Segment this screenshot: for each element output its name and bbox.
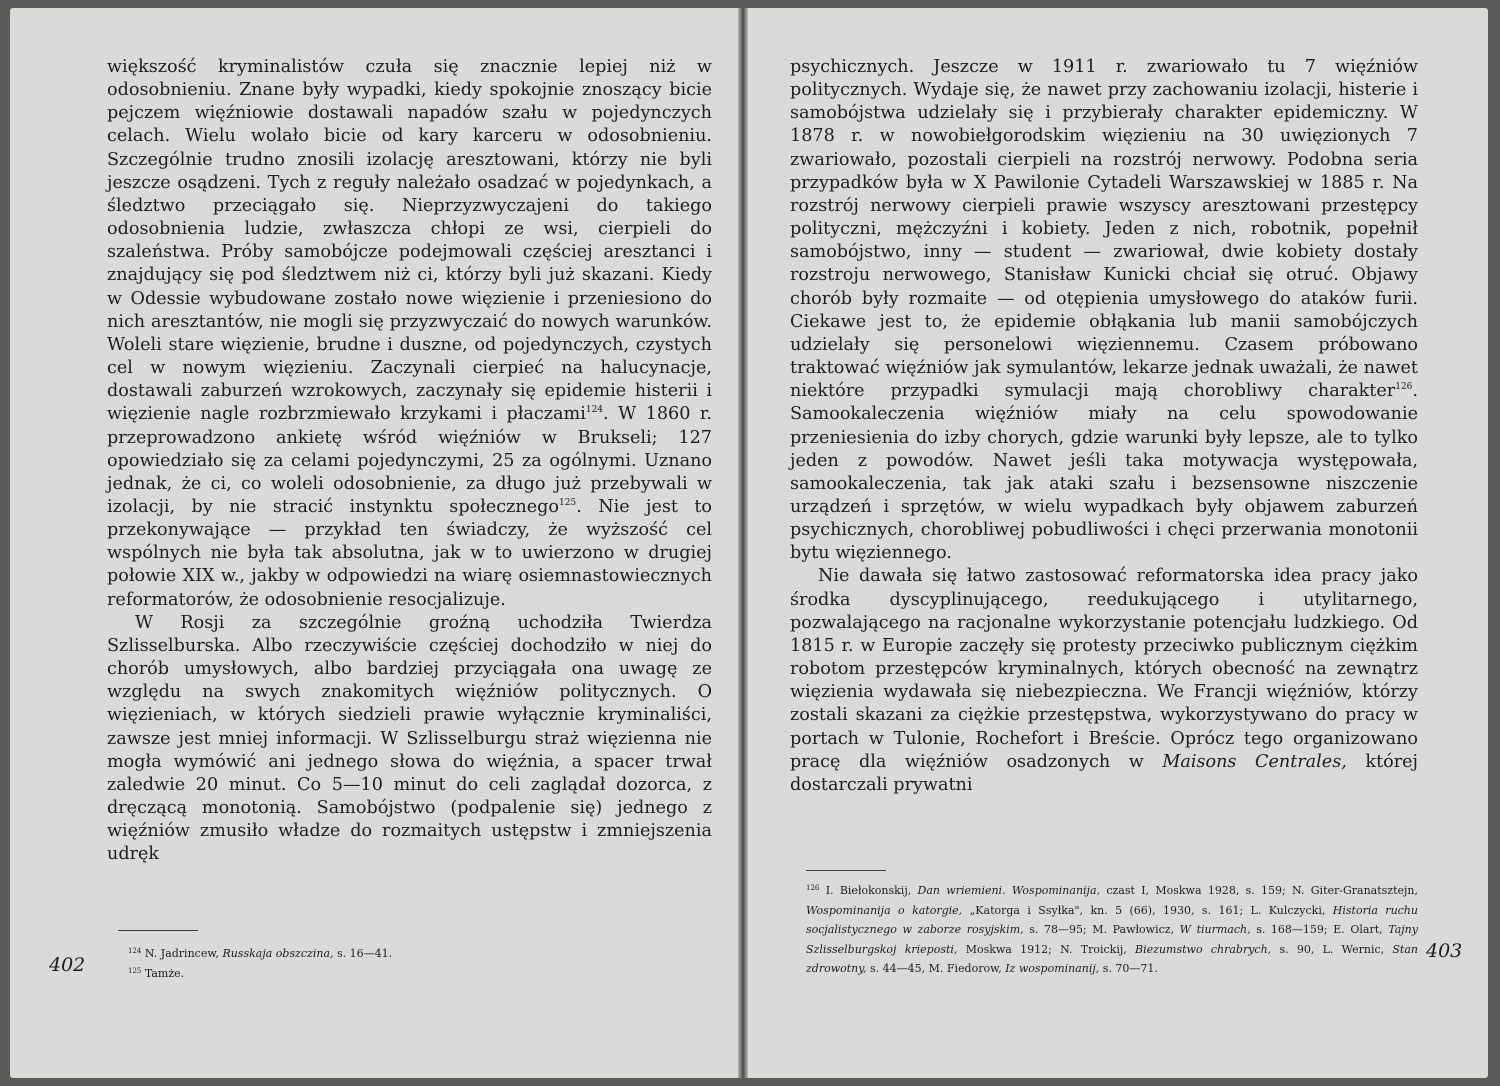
footnote-rule	[806, 870, 886, 871]
footnote-text: czast I, Moskwa 1928, s. 159; N. Giter-Granatsztejn,	[1100, 884, 1419, 897]
paragraph-text: Nie jest to przekonywające — przykład ten świadczy, że wyższość cel wspólnych nie była tak absolutna, jak w to uwierzono w drugiej połowie XIX w., jakby w odpowiedzi na wiarę osiemnastowiecznych reformatorów, że odosobnienie resocjalizuje.	[107, 496, 712, 610]
footnote-title: Stan zdrowotny,	[806, 942, 1418, 975]
paragraph: W Rosji za szczególnie groźną uchodziła Twierdza Szlisselburska. Albo rzeczywiście częściej dochodziło w niej do chorób umysłowych, albo bardziej przyciągała ona uwagę ze względu na swych znakomitych więźniów politycznych. O więzieniach, w których siedzieli prawie wyłącznie kryminaliści, zawsze jest mniej informacji. W Szlisselburgu straż więzienna nie mogła wymówić ani jednego słowa do więźnia, a spacer trwał zaledwie 20 minut. Co 5—10 minut do celi zaglądał dozorca, z dręczącą monotonią. Samobójstwo (podpalenie się) jednego z więźniów zmusiło władze do rozmaitych ustępstw i zmniejszenia udręk	[107, 612, 712, 865]
footnote-text: Moskwa 1912; N. Troickij,	[957, 942, 1136, 956]
paragraph-text: Nie dawała się łatwo zastosować reformatorska idea pracy jako środka dyscyplinującego, reedukującego i utylitarnego, pozwalającego na racjonalne wykorzystanie potencjału ludzkiego. Od 1815 r. w Europie zaczęły się protesty przeciwko publicznym ciężkim robotom przestępców kryminalnych, których obecność na zewnątrz więzienia wydawała się niebezpieczna. We Francji więźniów, którzy zostali skazani za ciężkie przestępstwa, wykorzystywano do pracy w portach w Tulonie, Rochefort i Breście. Oprócz tego organizowano pracę dla więźniów osadzonych w	[790, 566, 1418, 772]
footnote-title: Tajny Szlisselburgskoj krieposti,	[806, 923, 1418, 956]
left-page	[10, 8, 738, 1078]
footnote-text: s. 90, L. Wernic,	[1271, 942, 1393, 956]
footnote-text: I. Biełokonskij,	[825, 884, 918, 897]
footnote-number: 124	[128, 947, 142, 955]
left-footnotes	[128, 944, 628, 983]
footnote-title: Biezumstwo chrabrych,	[1135, 942, 1272, 956]
footnote	[128, 944, 628, 964]
footnote-mark: 124	[585, 405, 604, 416]
footnote-text: „Katorga i Ssyłka", kn. 5 (66), 1930, s. 161; L. Kulczycki,	[962, 903, 1333, 917]
paragraph-text: W 1860 r. przeprowadzono ankietę wśród więźniów w Brukseli; 127 opowiedziało się za celami pojedynczymi, 25 za ogólnymi. Uznano jednak, że ci, co woleli odosobnienie, za długo już przebywali w izolacji, by nie stracić instynktu społecznego	[107, 404, 712, 517]
footnote-text: s. 168—159; E. Olart,	[1250, 923, 1389, 936]
footnote-text: Tamże.	[144, 966, 185, 980]
footnote-rest: s. 16—41.	[337, 947, 393, 960]
paragraph-text: większość kryminalistów czuła się znacznie lepiej niż w odosobnieniu. Znane były wypadki, kiedy spokojnie znoszący bicie pejczem więźniowie dostawali napadów szału w pojedynczych celach. Wielu wolało bicie od kary karceru w odosobnieniu. Szczególnie trudno znosili izolację aresztowani, którzy nie byli jeszcze osądzeni. Tych z reguły należało osadzać w pojedynkach, a śledztwo przeciągało się. Nieprzyzwyczajeni do takiego odosobnienia ludzie, zwłaszcza chłopi ze wsi, cierpieli do szaleństwa. Próby samobójcze podejmowali częściej aresztanci i znajdujący się pod śledztwem niż ci, którzy byli już skazani. Kiedy w Odessie wybudowane zostało nowe więzienie i przeniesiono do nich aresztantów, nie mogli się przyzwyczaić do nowych warunków. Woleli stare więzienie, brudne i duszne, od pojedynczych, czystych cel w nowym więzieniu. Zaczynali cierpieć na halucynacje, dostawali zaburzeń wzrokowych, zaczynały się epidemie histerii i więzienie nagle rozbrzmiewało krzykami i płaczami	[107, 57, 712, 425]
paragraph	[790, 565, 1418, 797]
footnote-mark: 126	[1395, 382, 1413, 393]
right-page	[748, 8, 1488, 1078]
footnote	[128, 964, 628, 984]
paragraph: większość kryminalistów czuła się znacznie lepiej niż w odosobnieniu. Znane były wypadki, kiedy spokojnie znoszący bicie pejczem więźniowie dostawali napadów szału w pojedynczych celach. Wielu wolało bicie od kary karceru w odosobnieniu. Szczególnie trudno znosili izolację aresztowani, którzy nie byli jeszcze osądzeni. Tych z reguły należało osadzać w pojedynkach, a śledztwo przeciągało się. Nieprzyzwyczajeni do takiego odosobnienia ludzie, zwłaszcza chłopi ze wsi, cierpieli do szaleństwa. Próby samobójcze podejmowali częściej aresztanci i znajdujący się pod śledztwem niż ci, którzy byli już skazani. Kiedy w Odessie wybudowane zostało nowe więzienie i przeniesiono do nich aresztantów, nie mogli się przyzwyczaić do nowych warunków. Woleli stare więzienie, brudne i duszne, od pojedynczych, czystych cel w nowym więzieniu. Zaczynali cierpieć na halucynacje, dostawali zaburzeń wzrokowych, zaczynały się epidemie histerii i więzienie nagle rozbrzmiewało krzykami i płaczami$^{124}$. W 1860 r. przeprowadzono ankietę wśród więźniów w Brukseli; 127 opowiedziało się za celami pojedynczymi, 25 za ogólnymi. Uznano jednak, że ci, co woleli odosobnienie, za długo już przebywali w izolacji, by nie stracić instynktu społecznego$^{125}$. Nie jest to przekonywające — przykład ten świadczy, że wyższość cel wspólnych nie była tak absolutna, jak w to uwierzono w drugiej połowie XIX w., jakby w odpowiedzi na wiarę osiemnastowiecznych reformatorów, że odosobnienie resocjalizuje.	[107, 57, 712, 610]
right-body-text	[790, 56, 1418, 797]
footnote-author: N. Jadrincew,	[144, 947, 219, 960]
footnote-title: W tiurmach,	[1179, 923, 1251, 936]
footnote	[806, 881, 1418, 979]
footnote-number: 125	[128, 966, 142, 975]
left-body-text	[107, 56, 712, 866]
page-number: 403	[1426, 940, 1463, 962]
footnote-mark: 125	[559, 497, 577, 508]
footnote-title: Historia ruchu socjalistycznego w zaborze rosyjskim,	[806, 903, 1418, 936]
footnote-title: Wospominanija o katorgie,	[806, 903, 963, 917]
footnote-text: s. 70—71.	[1099, 962, 1158, 975]
footnote-text: s. 78—95; M. Pawłowicz,	[1023, 923, 1180, 936]
paragraph: psychicznych. Jeszcze w 1911 r. zwariowało tu 7 więźniów politycznych. Wydaje się, że nawet przy zachowaniu izolacji, histerie i samobójstwa udzielały się i przybierały charakter epidemiczny. W 1878 r. w nowobiełgorodskim więzieniu na 30 uwięzionych 7 zwariowało, pozostali cierpieli na rozstrój nerwowy. Podobna seria przypadków była w X Pawilonie Cytadeli Warszawskiej w 1885 r. Na rozstrój nerwowy cierpieli prawie wszyscy aresztowani przestępcy polityczni, mężczyźni i kobiety. Jeden z nich, robotnik, popełnił samobójstwo, inny — student — zwariował, dwie kobiety dostały rozstroju nerwowego, Stanisław Kunicki chciał się otruć. Objawy chorób były rozmaite — od otępienia umysłowego do ataków furii. Ciekawe jest to, że epidemie obłąkania lub manii samobójczych udzielały się personelowi więziennemu. Czasem próbowano traktować więźniów jak symulantów, lekarze jednak uważali, że nawet niektóre przypadki symulacji mają chorobliwy charakter$^{126}$. Samookaleczenia więźniów miały na celu spowodowanie przeniesienia do izby chorych, gdzie warunki były lepsze, ale to tylko jeden z powodów. Nawet jeśli taka motywacja występowała, samookaleczenia, tak jak ataki szału i bezsensowne niszczenie urządzeń i sprzętów, w wielu wypadkach były objawem zaburzeń psychicznych, chorobliwej pobudliwości i chęci przerwania monotonii bytu więziennego.	[790, 57, 1418, 564]
right-footnotes	[806, 881, 1418, 979]
footnote-title: Dan wriemieni. Wospominanija,	[917, 884, 1101, 897]
footnote-title: Russkaja obszczina,	[222, 947, 334, 960]
paragraph-text: psychicznych. Jeszcze w 1911 r. zwariowało tu 7 więźniów politycznych. Wydaje się, że nawet przy zachowaniu izolacji, histerie i samobójstwa udzielały się i przybierały charakter epidemiczny. W 1878 r. w nowobiełgorodskim więzieniu na 30 uwięzionych 7 zwariowało, pozostali cierpieli na rozstrój nerwowy. Podobna seria przypadków była w X Pawilonie Cytadeli Warszawskiej w 1885 r. Na rozstrój nerwowy cierpieli prawie wszyscy aresztowani przestępcy polityczni, mężczyźni i kobiety. Jeden z nich, robotnik, popełnił samobójstwo, inny — student — zwariował, dwie kobiety dostały rozstroju nerwowego, Stanisław Kunicki chciał się otruć. Objawy chorób były rozmaite — od otępienia umysłowego do ataków furii. Ciekawe jest to, że epidemie obłąkania lub manii samobójczych udzielały się personelowi więziennemu. Czasem próbowano traktować więźniów jak symulantów, lekarze jednak uważali, że nawet niektóre przypadki symulacji mają chorobliwy charakter	[790, 57, 1418, 402]
paragraph-text: Samookaleczenia więźniów miały na celu spowodowanie przeniesienia do izby chorych, gdzie warunki były lepsze, ale to tylko jeden z powodów. Nawet jeśli taka motywacja występowała, samookaleczenia, tak jak ataki szału i bezsensowne niszczenie urządzeń i sprzętów, w wielu wypadkach były objawem zaburzeń psychicznych, chorobliwej pobudliwości i chęci przerwania monotonii bytu więziennego.	[790, 404, 1418, 564]
book-spine	[738, 8, 748, 1078]
italic-term: Maisons Centrales,	[1162, 751, 1347, 772]
footnote-rule	[118, 930, 198, 931]
page-number: 402	[49, 954, 86, 976]
footnote-text: s. 44—45, M. Fiedorow,	[866, 962, 1006, 975]
footnote-title: Iz wospominanij,	[1005, 962, 1100, 975]
footnote-number: 126	[806, 884, 820, 892]
paragraph-text: której dostarczali prywatni	[790, 751, 1419, 795]
